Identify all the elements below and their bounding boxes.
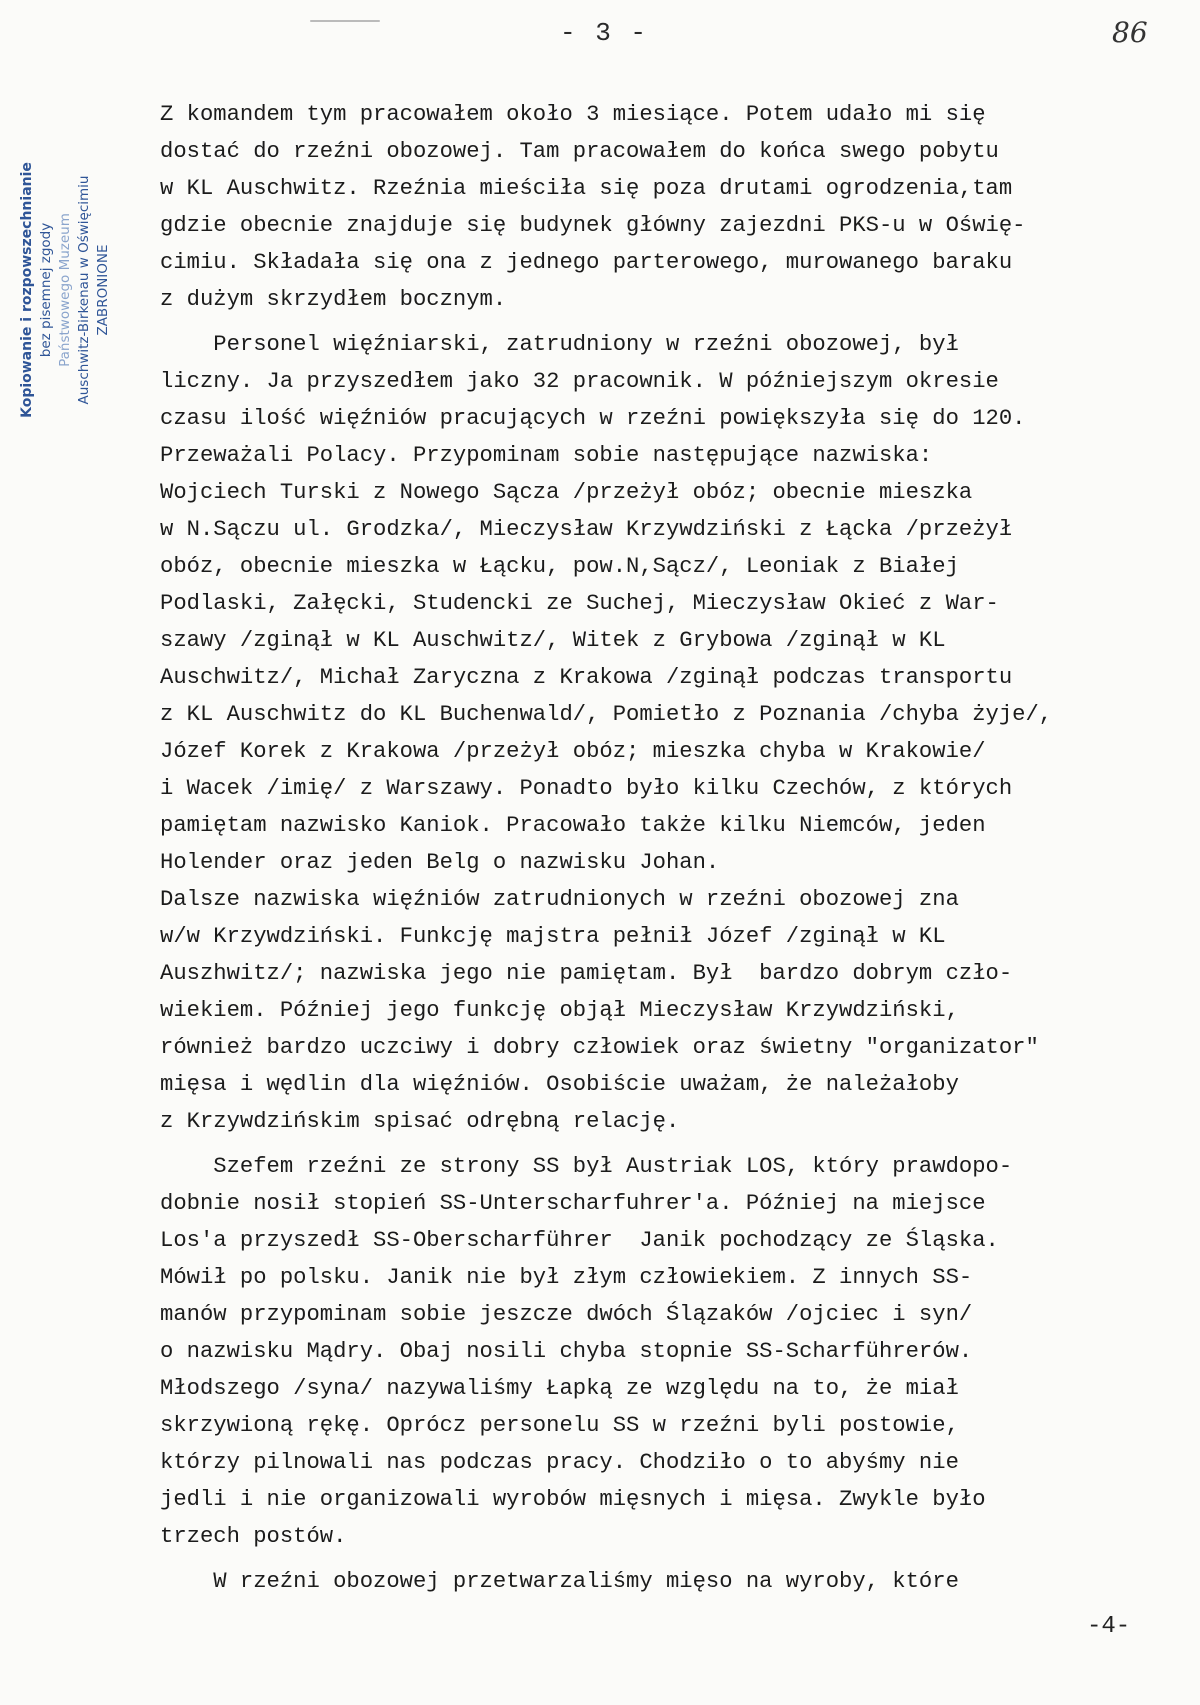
text-line: Mówił po polsku. Janik nie był złym człowiekiem. Z innych SS- <box>160 1265 973 1290</box>
text-line: Z komandem tym pracowałem około 3 miesiące. Potem udało mi się <box>160 102 986 127</box>
continuation-marker: -4- <box>1087 1613 1131 1640</box>
text-line: z dużym skrzydłem bocznym. <box>160 287 507 312</box>
typewritten-text <box>160 96 1170 1600</box>
stamp-line: ZABRONIONE <box>95 244 111 336</box>
text-line: Józef Korek z Krakowa /przeżył obóz; mieszka chyba w Krakowie/ <box>160 739 986 764</box>
stamp-line: Kopiowanie i rozpowszechnianie <box>19 162 35 418</box>
text-line: dostać do rzeźni obozowej. Tam pracowałem do końca swego pobytu <box>160 139 999 164</box>
text-line: którzy pilnowali nas podczas pracy. Chodziło o to abyśmy nie <box>160 1450 959 1475</box>
text-line: obóz, obecnie mieszka w Łącku, pow.N,Sącz/, Leoniak z Białej <box>160 554 959 579</box>
stamp-line: Auschwitz-Birkenau w Oświęcimiu <box>76 175 92 405</box>
text-line: w/w Krzywdziński. Funkcję majstra pełnił Józef /zginął w KL <box>160 924 946 949</box>
text-line: mięsa i wędlin dla więźniów. Osobiście uważam, że należałoby <box>160 1072 959 1097</box>
text-line: Dalsze nazwiska więźniów zatrudnionych w rzeźni obozowej zna <box>160 887 959 912</box>
text-line: manów przypominam sobie jeszcze dwóch Ślązaków /ojciec i syn/ <box>160 1302 973 1327</box>
text-line: wiekiem. Później jego funkcję objął Mieczysław Krzywdziński, <box>160 998 959 1023</box>
text-line: Personel więźniarski, zatrudniony w rzeźni obozowej, był <box>160 332 959 357</box>
text-line: liczny. Ja przyszedłem jako 32 pracownik. W późniejszym okresie <box>160 369 999 394</box>
text-line: Los'a przyszedł SS-Oberscharführer Janik pochodzący ze Śląska. <box>160 1228 999 1253</box>
text-line: Przeważali Polacy. Przypominam sobie następujące nazwiska: <box>160 443 933 468</box>
paper-mark <box>310 20 380 22</box>
text-line: Holender oraz jeden Belg o nazwisku Johan. <box>160 850 720 875</box>
text-line: Auschwitz/, Michał Zaryczna z Krakowa /zginął podczas transportu <box>160 665 1013 690</box>
paragraph-1 <box>160 96 1170 318</box>
text-line: W rzeźni obozowej przetwarzaliśmy mięso na wyroby, które <box>160 1569 959 1594</box>
text-line: Auszhwitz/; nazwiska jego nie pamiętam. Był bardzo dobrym czło- <box>160 961 1013 986</box>
paragraph-3 <box>160 1148 1170 1555</box>
text-line: czasu ilość więźniów pracujących w rzeźni powiększyła się do 120. <box>160 406 1026 431</box>
text-line: w KL Auschwitz. Rzeźnia mieściła się poza drutami ogrodzenia,tam <box>160 176 1013 201</box>
page-number: - 3 - <box>560 18 649 48</box>
text-line: Podlaski, Załęcki, Studencki ze Suchej, Mieczysław Okieć z War- <box>160 591 999 616</box>
text-line: dobnie nosił stopień SS-Unterscharfuhrer'a. Później na miejsce <box>160 1191 986 1216</box>
stamp-line: bez pisemnej zgody <box>38 222 54 358</box>
text-line: gdzie obecnie znajduje się budynek główny zajezdni PKS-u w Oświę- <box>160 213 1026 238</box>
text-line: Szefem rzeźni ze strony SS był Austriak LOS, który prawdopo- <box>160 1154 1013 1179</box>
text-line: cimiu. Składała się ona z jednego parterowego, murowanego baraku <box>160 250 1013 275</box>
text-line: również bardzo uczciwy i dobry człowiek oraz świetny "organizator" <box>160 1035 1039 1060</box>
text-line: Młodszego /syna/ nazywaliśmy Łapką ze względu na to, że miał <box>160 1376 959 1401</box>
text-line: w N.Sączu ul. Grodzka/, Mieczysław Krzywdziński z Łącka /przeżył <box>160 517 1013 542</box>
text-line: trzech postów. <box>160 1524 347 1549</box>
paragraph-2 <box>160 326 1170 1140</box>
text-line: Wojciech Turski z Nowego Sącza /przeżył obóz; obecnie mieszka <box>160 480 973 505</box>
text-line: o nazwisku Mądry. Obaj nosili chyba stopnie SS-Scharführerów. <box>160 1339 973 1364</box>
text-line: z KL Auschwitz do KL Buchenwald/, Pomietło z Poznania /chyba żyje/, <box>160 702 1053 727</box>
text-line: i Wacek /imię/ z Warszawy. Ponadto było kilku Czechów, z których <box>160 776 1013 801</box>
text-line: skrzywioną rękę. Oprócz personelu SS w rzeźni byli postowie, <box>160 1413 959 1438</box>
text-line: z Krzywdzińskim spisać odrębną relację. <box>160 1109 680 1134</box>
stamp-line: Państwowego Muzeum <box>57 213 73 367</box>
paragraph-4 <box>160 1563 1170 1600</box>
text-line: pamiętam nazwisko Kaniok. Pracowało także kilku Niemców, jeden <box>160 813 986 838</box>
copyright-stamp <box>18 140 140 440</box>
text-line: jedli i nie organizowali wyrobów mięsnych i mięsa. Zwykle było <box>160 1487 986 1512</box>
text-line: szawy /zginął w KL Auschwitz/, Witek z Grybowa /zginął w KL <box>160 628 946 653</box>
archive-number: 86 <box>1112 16 1148 49</box>
